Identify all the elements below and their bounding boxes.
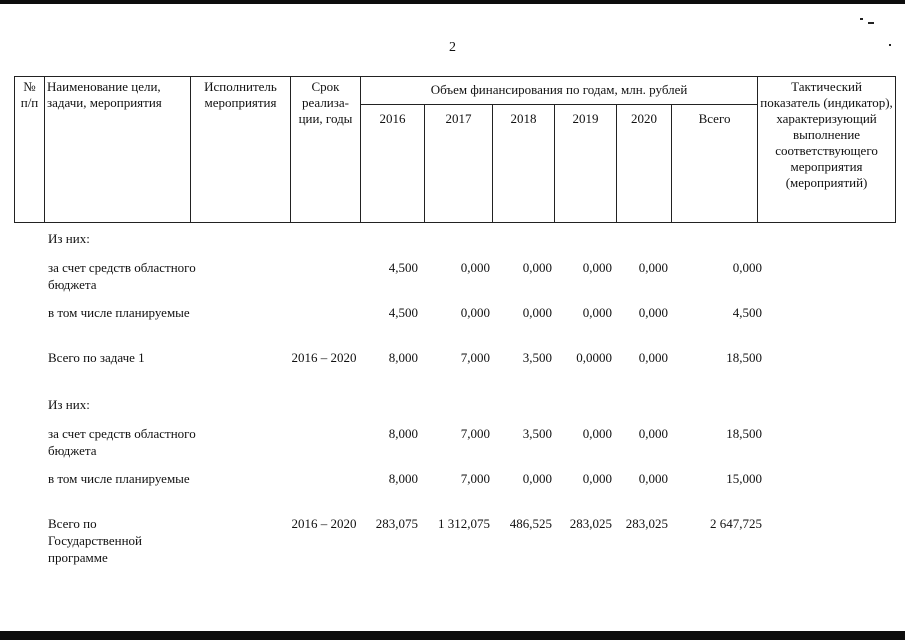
value-2020: 0,000	[638, 426, 668, 441]
page-number: 2	[449, 40, 456, 55]
value-2017: 0,000	[460, 260, 490, 275]
table-row	[14, 515, 895, 575]
value-2018: 0,000	[522, 471, 552, 486]
value-2016: 283,075	[375, 516, 418, 531]
header-year-total: Всего	[672, 105, 758, 223]
row-name: Из них:	[48, 231, 90, 246]
value-2019: 283,025	[569, 516, 612, 531]
table-row	[14, 425, 895, 475]
value-2016: 4,500	[388, 305, 418, 320]
header-funding: Объем финансирования по годам, млн. рублей	[361, 77, 758, 105]
value-2019: 0,000	[582, 426, 612, 441]
value-total: 18,500	[726, 350, 762, 365]
value-2017: 1 312,075	[438, 516, 490, 531]
header-name: Наименование цели, задачи, мероприятия	[45, 77, 191, 223]
value-2019: 0,000	[582, 260, 612, 275]
header-year: 2020	[617, 105, 672, 223]
row-name: Всего по Государственной программе	[48, 516, 143, 565]
row-period: 2016 – 2020	[291, 350, 357, 365]
row-period: 2016 – 2020	[291, 516, 357, 531]
value-2020: 283,025	[625, 516, 668, 531]
table-row	[14, 470, 895, 520]
table-header	[14, 76, 896, 223]
table-row	[14, 259, 895, 309]
header-year: 2017	[425, 105, 493, 223]
header-year: 2016	[361, 105, 425, 223]
value-2020: 0,000	[638, 350, 668, 365]
row-name: в том числе планируемые	[48, 471, 190, 486]
value-2019: 0,000	[582, 471, 612, 486]
header-executor: Исполнитель мероприятия	[191, 77, 291, 223]
value-2017: 7,000	[460, 471, 490, 486]
value-2017: 0,000	[460, 305, 490, 320]
table-row	[14, 349, 895, 399]
header-year: 2018	[493, 105, 555, 223]
value-total: 4,500	[732, 305, 762, 320]
value-2018: 3,500	[522, 426, 552, 441]
header-period: Срок реализа-ции, годы	[291, 77, 361, 223]
value-total: 18,500	[726, 426, 762, 441]
value-2016: 8,000	[388, 350, 418, 365]
row-name: в том числе планируемые	[48, 305, 190, 320]
value-2020: 0,000	[638, 471, 668, 486]
value-2016: 8,000	[388, 471, 418, 486]
value-2018: 3,500	[522, 350, 552, 365]
header-year: 2019	[555, 105, 617, 223]
value-total: 2 647,725	[710, 516, 762, 531]
scan-speck	[868, 22, 874, 24]
scan-top-edge	[0, 0, 905, 4]
value-2017: 7,000	[460, 350, 490, 365]
value-total: 15,000	[726, 471, 762, 486]
scan-bottom-edge	[0, 631, 905, 640]
header-num: № п/п	[15, 77, 45, 223]
value-2020: 0,000	[638, 260, 668, 275]
value-2017: 7,000	[460, 426, 490, 441]
value-2016: 8,000	[388, 426, 418, 441]
value-2018: 0,000	[522, 260, 552, 275]
value-total: 0,000	[732, 260, 762, 275]
header-indicator: Тактический показатель (индикатор), характеризующий выполнение соответствующего мероприятия (мероприятий)	[758, 77, 896, 223]
row-name: за счет средств областного бюджета	[48, 426, 196, 458]
scan-speck	[860, 18, 863, 20]
value-2018: 0,000	[522, 305, 552, 320]
row-name: за счет средств областного бюджета	[48, 260, 196, 292]
table-row	[14, 304, 895, 354]
value-2016: 4,500	[388, 260, 418, 275]
value-2019: 0,0000	[576, 350, 612, 365]
value-2019: 0,000	[582, 305, 612, 320]
value-2020: 0,000	[638, 305, 668, 320]
row-name: Всего по задаче 1	[48, 350, 145, 365]
row-name: Из них:	[48, 397, 90, 412]
value-2018: 486,525	[509, 516, 552, 531]
